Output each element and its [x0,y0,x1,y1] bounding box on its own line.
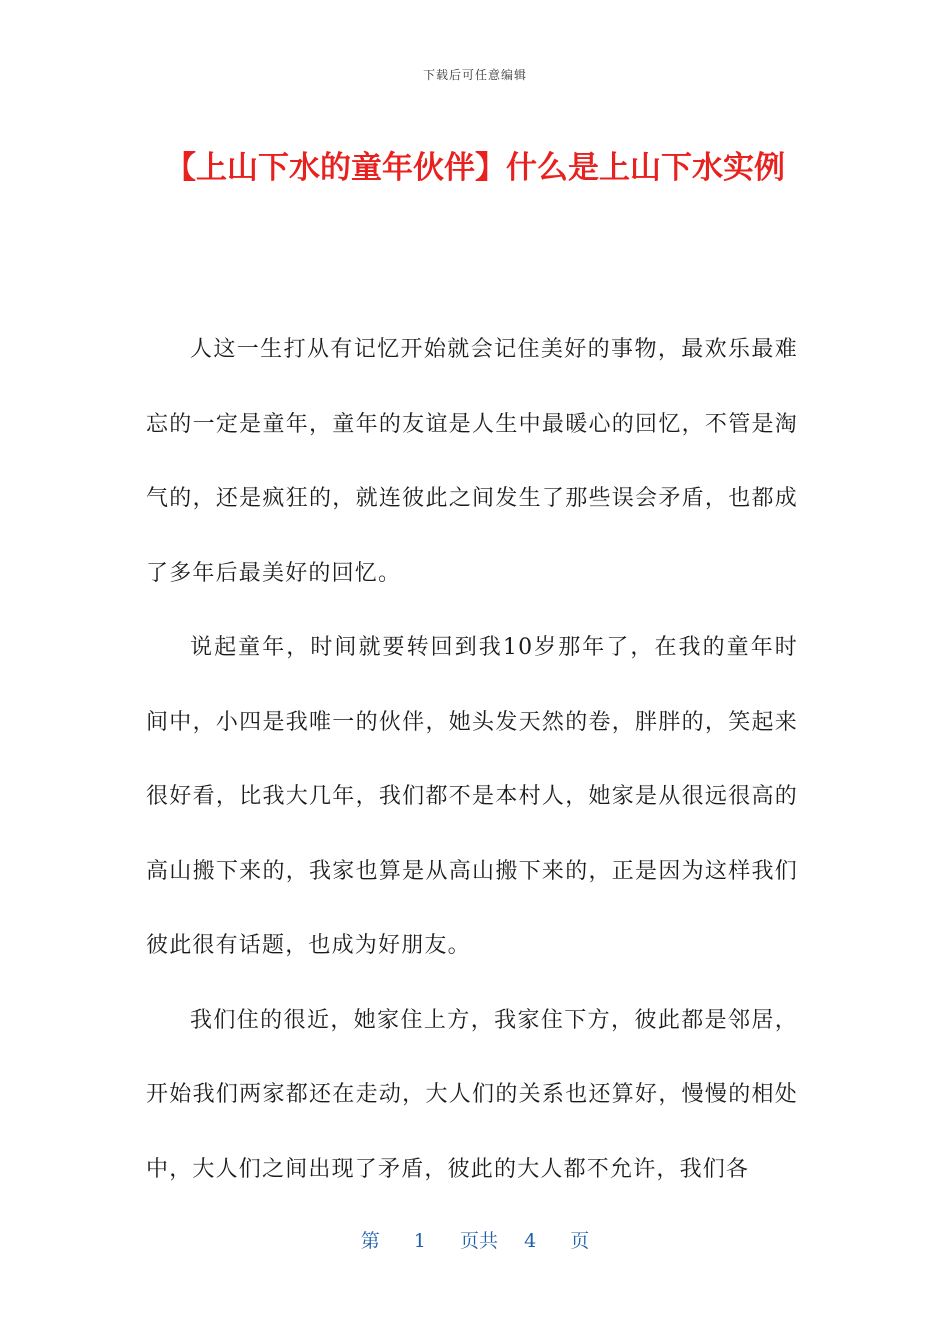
page-footer [0,1226,950,1253]
page-number: 1 [413,1230,426,1252]
paragraph-2: 说起童年，时间就要转回到我10岁那年了，在我的童年时间中，小四是我唯一的伙伴，她头发天然的卷，胖胖的，笑起来很好看，比我大几年，我们都不是本村人，她家是从很远很高的高山搬下来的，我家也算是从高山搬下来的，正是因为这样我们彼此很有话题，也成为好朋友。 [146,635,798,958]
page-middle: 页共 [459,1230,498,1252]
page-suffix: 页 [570,1230,590,1252]
paragraph-1: 人这一生打从有记忆开始就会记住美好的事物，最欢乐最难忘的一定是童年，童年的友谊是人生中最暖心的回忆，不管是淘气的，还是疯狂的，就连彼此之间发生了那些误会矛盾，也都成了多年后最美好的回忆。 [146,337,798,586]
document-body [146,313,798,1207]
header-note: 下载后可任意编辑 [422,68,527,82]
page-prefix: 第 [360,1230,380,1252]
paragraph-3: 我们住的很近，她家住上方，我家住下方，彼此都是邻居，开始我们两家都还在走动，大人们的关系也还算好，慢慢的相处中，大人们之间出现了矛盾，彼此的大人都不允许，我们各 [146,1007,798,1182]
document-title: 【上山下水的童年伙伴】什么是上山下水实例 [165,150,785,186]
total-pages: 4 [524,1230,537,1252]
